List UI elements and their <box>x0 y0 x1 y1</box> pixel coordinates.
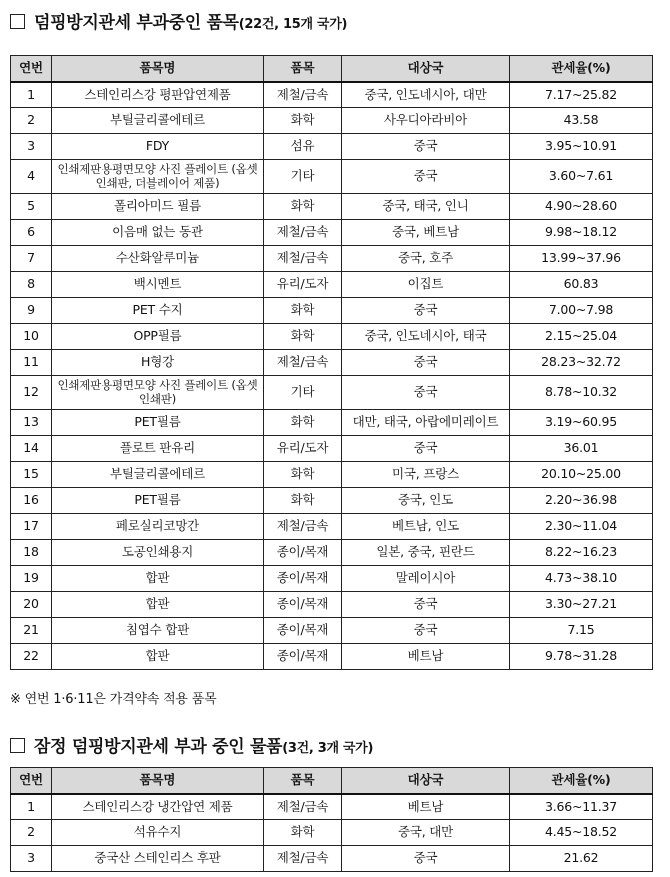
cell-category: 기타 <box>264 160 342 194</box>
cell-country: 베트남 <box>342 644 510 670</box>
cell-category: 종이/목재 <box>264 644 342 670</box>
cell-no: 21 <box>11 618 52 644</box>
cell-rate: 43.58 <box>510 108 653 134</box>
cell-item-name: 스테인리스강 평판압연제품 <box>52 82 264 108</box>
table-row <box>11 108 653 134</box>
cell-category: 종이/목재 <box>264 592 342 618</box>
cell-category: 유리/도자 <box>264 436 342 462</box>
cell-item-name: 침엽수 합판 <box>52 618 264 644</box>
cell-no: 14 <box>11 436 52 462</box>
cell-no: 3 <box>11 846 52 872</box>
cell-item-name: H형강 <box>52 350 264 376</box>
cell-item-name: 석유수지 <box>52 820 264 846</box>
cell-no: 22 <box>11 644 52 670</box>
table-row <box>11 540 653 566</box>
section2-title-main: 잠정 덤핑방지관세 부과 중인 물품 <box>34 737 283 757</box>
cell-country: 중국 <box>342 134 510 160</box>
cell-item-name: FDY <box>52 134 264 160</box>
cell-no: 19 <box>11 566 52 592</box>
header-no: 연번 <box>11 56 52 82</box>
cell-country: 중국, 인도네시아, 대만 <box>342 82 510 108</box>
cell-no: 1 <box>11 82 52 108</box>
table-row <box>11 794 653 820</box>
table-row <box>11 350 653 376</box>
cell-rate: 36.01 <box>510 436 653 462</box>
cell-category: 종이/목재 <box>264 618 342 644</box>
header-country: 대상국 <box>342 56 510 82</box>
cell-country: 중국, 인도네시아, 태국 <box>342 324 510 350</box>
cell-rate: 7.17~25.82 <box>510 82 653 108</box>
cell-country: 말레이시아 <box>342 566 510 592</box>
cell-category: 유리/도자 <box>264 272 342 298</box>
table-row <box>11 134 653 160</box>
cell-rate: 3.60~7.61 <box>510 160 653 194</box>
cell-no: 20 <box>11 592 52 618</box>
cell-country: 중국 <box>342 376 510 410</box>
cell-item-name: 도공인쇄용지 <box>52 540 264 566</box>
table-row <box>11 298 653 324</box>
cell-category: 제철/금속 <box>264 246 342 272</box>
cell-item-name: PET 수지 <box>52 298 264 324</box>
cell-item-name: 중국산 스테인리스 후판 <box>52 846 264 872</box>
cell-rate: 8.78~10.32 <box>510 376 653 410</box>
cell-rate: 8.22~16.23 <box>510 540 653 566</box>
table-row <box>11 514 653 540</box>
cell-category: 종이/목재 <box>264 566 342 592</box>
cell-rate: 3.19~60.95 <box>510 410 653 436</box>
header-rate: 관세율(%) <box>510 768 653 794</box>
cell-rate: 13.99~37.96 <box>510 246 653 272</box>
cell-no: 12 <box>11 376 52 410</box>
table-header-row <box>11 768 653 794</box>
cell-item-name: 부틸글리콜에테르 <box>52 462 264 488</box>
cell-category: 제철/금속 <box>264 220 342 246</box>
cell-category: 제철/금속 <box>264 794 342 820</box>
cell-rate: 3.30~27.21 <box>510 592 653 618</box>
cell-country: 이집트 <box>342 272 510 298</box>
cell-category: 화학 <box>264 462 342 488</box>
cell-category: 화학 <box>264 410 342 436</box>
cell-category: 제철/금속 <box>264 82 342 108</box>
cell-rate: 21.62 <box>510 846 653 872</box>
table-row <box>11 410 653 436</box>
table-row <box>11 220 653 246</box>
table-row <box>11 592 653 618</box>
cell-country: 중국, 인도 <box>342 488 510 514</box>
cell-no: 6 <box>11 220 52 246</box>
cell-item-name: PET필름 <box>52 488 264 514</box>
cell-no: 8 <box>11 272 52 298</box>
cell-rate: 28.23~32.72 <box>510 350 653 376</box>
cell-item-name: 합판 <box>52 592 264 618</box>
cell-rate: 3.66~11.37 <box>510 794 653 820</box>
header-no: 연번 <box>11 768 52 794</box>
cell-rate: 9.98~18.12 <box>510 220 653 246</box>
cell-country: 중국 <box>342 618 510 644</box>
cell-no: 4 <box>11 160 52 194</box>
table-row <box>11 436 653 462</box>
cell-no: 10 <box>11 324 52 350</box>
section1-title-sub: (22건, 15개 국가) <box>238 17 348 32</box>
section2-title-sub: (3건, 3개 국가) <box>282 741 374 756</box>
checkbox-icon <box>10 14 25 29</box>
table-row <box>11 272 653 298</box>
checkbox-icon <box>10 738 25 753</box>
cell-rate: 60.83 <box>510 272 653 298</box>
cell-item-name: 플로트 판유리 <box>52 436 264 462</box>
section1-title-main: 덤핑방지관세 부과중인 품목 <box>34 13 239 33</box>
cell-no: 2 <box>11 820 52 846</box>
cell-rate: 4.90~28.60 <box>510 194 653 220</box>
cell-rate: 3.95~10.91 <box>510 134 653 160</box>
cell-rate: 20.10~25.00 <box>510 462 653 488</box>
cell-item-name: PET필름 <box>52 410 264 436</box>
cell-item-name: 합판 <box>52 566 264 592</box>
cell-country: 일본, 중국, 핀란드 <box>342 540 510 566</box>
cell-country: 중국, 호주 <box>342 246 510 272</box>
table-row <box>11 820 653 846</box>
cell-rate: 2.20~36.98 <box>510 488 653 514</box>
cell-no: 13 <box>11 410 52 436</box>
table-row <box>11 566 653 592</box>
header-category: 품목 <box>264 768 342 794</box>
cell-item-name: 합판 <box>52 644 264 670</box>
header-item-name: 품목명 <box>52 56 264 82</box>
cell-item-name: 이음매 없는 동관 <box>52 220 264 246</box>
cell-item-name: 수산화알루미늄 <box>52 246 264 272</box>
header-rate: 관세율(%) <box>510 56 653 82</box>
table-row <box>11 462 653 488</box>
cell-rate: 7.15 <box>510 618 653 644</box>
cell-item-name: 스테인리스강 냉간압연 제품 <box>52 794 264 820</box>
table-row <box>11 82 653 108</box>
cell-category: 화학 <box>264 324 342 350</box>
cell-category: 화학 <box>264 194 342 220</box>
cell-category: 화학 <box>264 298 342 324</box>
table-row <box>11 488 653 514</box>
cell-no: 3 <box>11 134 52 160</box>
cell-rate: 2.15~25.04 <box>510 324 653 350</box>
cell-no: 7 <box>11 246 52 272</box>
cell-country: 중국, 베트남 <box>342 220 510 246</box>
cell-no: 15 <box>11 462 52 488</box>
cell-item-name: 부틸글리콜에테르 <box>52 108 264 134</box>
cell-category: 종이/목재 <box>264 540 342 566</box>
cell-item-name: 페로실리코망간 <box>52 514 264 540</box>
cell-item-name: 인쇄제판용평면모양 사진 플레이트 (옵셋 인쇄판) <box>52 376 264 410</box>
cell-country: 중국, 대만 <box>342 820 510 846</box>
cell-country: 베트남, 인도 <box>342 514 510 540</box>
cell-country: 중국 <box>342 436 510 462</box>
cell-no: 5 <box>11 194 52 220</box>
cell-no: 16 <box>11 488 52 514</box>
provisional-tariff-table <box>10 767 653 872</box>
cell-no: 9 <box>11 298 52 324</box>
header-item-name: 품목명 <box>52 768 264 794</box>
cell-category: 화학 <box>264 820 342 846</box>
cell-item-name: OPP필름 <box>52 324 264 350</box>
cell-country: 중국 <box>342 160 510 194</box>
cell-rate: 2.30~11.04 <box>510 514 653 540</box>
cell-no: 17 <box>11 514 52 540</box>
header-country: 대상국 <box>342 768 510 794</box>
cell-country: 대만, 태국, 아랍에미레이트 <box>342 410 510 436</box>
section1-title <box>10 8 347 33</box>
table-header-row <box>11 56 653 82</box>
table-row <box>11 846 653 872</box>
cell-country: 중국 <box>342 592 510 618</box>
table-row <box>11 644 653 670</box>
cell-item-name: 백시멘트 <box>52 272 264 298</box>
cell-category: 제철/금속 <box>264 350 342 376</box>
cell-no: 1 <box>11 794 52 820</box>
cell-country: 중국, 태국, 인니 <box>342 194 510 220</box>
cell-country: 중국 <box>342 846 510 872</box>
table-row <box>11 376 653 410</box>
cell-country: 중국 <box>342 298 510 324</box>
table-row <box>11 194 653 220</box>
cell-country: 사우디아라비아 <box>342 108 510 134</box>
cell-no: 18 <box>11 540 52 566</box>
cell-item-name: 인쇄제판용평면모양 사진 플레이트 (옵셋 인쇄판, 더블레이어 제품) <box>52 160 264 194</box>
cell-rate: 4.73~38.10 <box>510 566 653 592</box>
footnote: ※ 연번 1·6·11은 가격약속 적용 품목 <box>10 692 217 707</box>
cell-no: 11 <box>11 350 52 376</box>
cell-category: 제철/금속 <box>264 514 342 540</box>
cell-rate: 9.78~31.28 <box>510 644 653 670</box>
table-row <box>11 246 653 272</box>
header-category: 품목 <box>264 56 342 82</box>
cell-country: 미국, 프랑스 <box>342 462 510 488</box>
cell-category: 화학 <box>264 488 342 514</box>
cell-category: 제철/금속 <box>264 846 342 872</box>
section2-title <box>10 732 373 757</box>
cell-country: 중국 <box>342 350 510 376</box>
table-row <box>11 618 653 644</box>
cell-no: 2 <box>11 108 52 134</box>
cell-rate: 4.45~18.52 <box>510 820 653 846</box>
cell-category: 화학 <box>264 108 342 134</box>
cell-country: 베트남 <box>342 794 510 820</box>
cell-category: 기타 <box>264 376 342 410</box>
table-row <box>11 324 653 350</box>
table-row <box>11 160 653 194</box>
cell-item-name: 폴리아미드 필름 <box>52 194 264 220</box>
tariff-table <box>10 55 653 670</box>
cell-rate: 7.00~7.98 <box>510 298 653 324</box>
cell-category: 섬유 <box>264 134 342 160</box>
